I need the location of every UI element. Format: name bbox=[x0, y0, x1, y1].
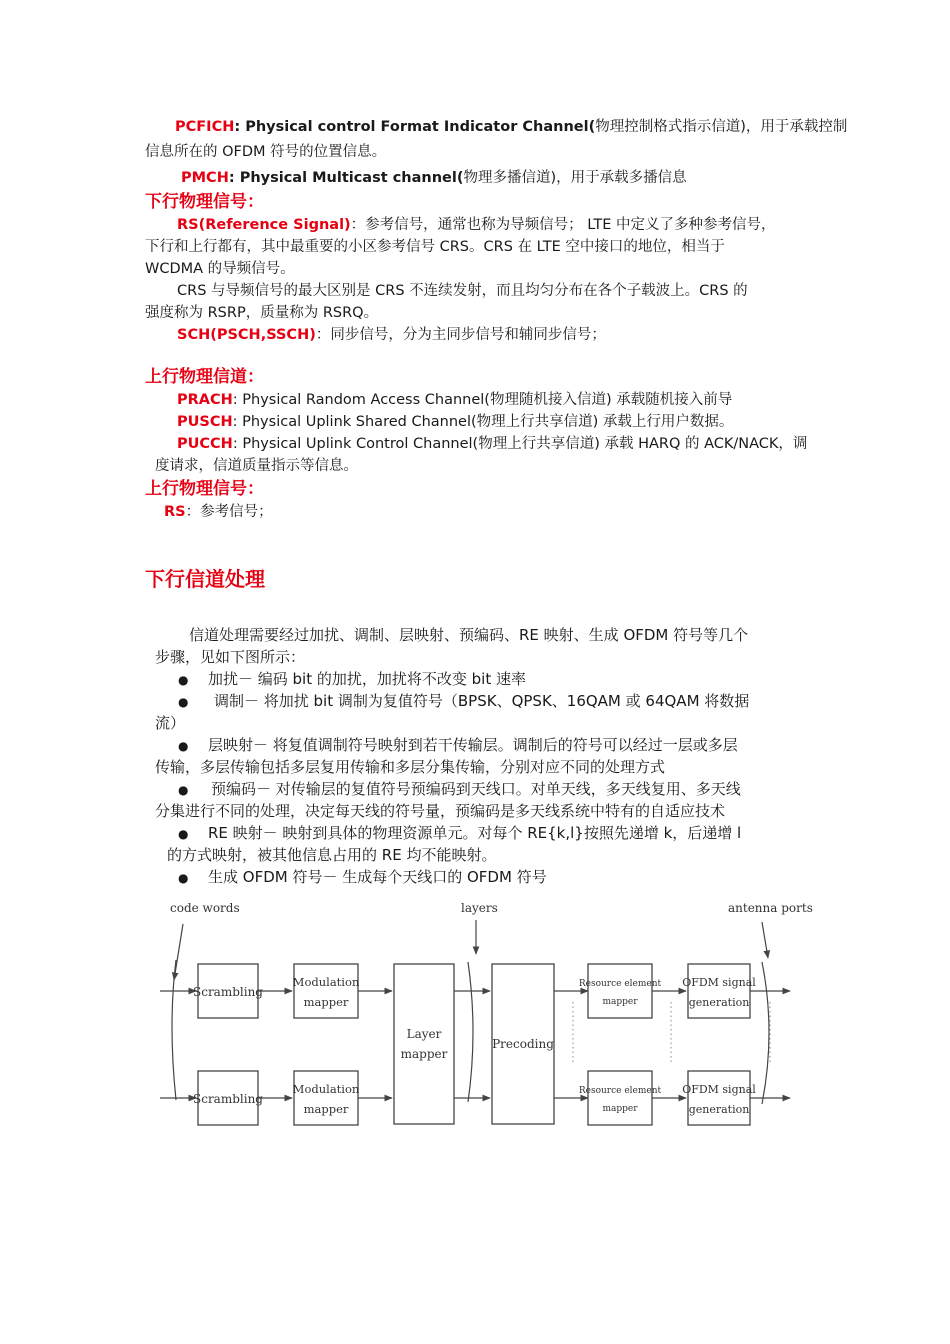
downlink-signals-heading: 下行物理信号： bbox=[145, 192, 264, 212]
bullet-icon: ● bbox=[178, 783, 189, 797]
layer-mapper-label-a: Layer bbox=[406, 1027, 442, 1041]
bullet-precoding bbox=[178, 778, 741, 801]
antenna-ports-label: antenna ports bbox=[728, 901, 813, 915]
bullet-precoding-cont: 分集进行不同的处理，决定每天线的符号量，预编码是多天线系统中特有的自适应技术 bbox=[155, 802, 726, 820]
ofdm-block-2 bbox=[682, 1071, 756, 1125]
ofdm-block-1 bbox=[682, 964, 756, 1018]
bullet-text: 层映射－ 将复值调制符号映射到若干传输层。调制后的符号可以经过一层或多层 bbox=[208, 736, 738, 754]
scrambling-block-1 bbox=[193, 964, 263, 1018]
resource-element-block-2 bbox=[579, 1071, 662, 1125]
layer-mapper-block bbox=[394, 964, 454, 1124]
pucch-cont: 度请求，信道质量指示等信息。 bbox=[155, 458, 358, 474]
bullet-ofdm bbox=[178, 866, 547, 889]
pmch-name: : Physical Multicast channel( bbox=[228, 170, 464, 186]
ul-rs-abbr: RS bbox=[164, 504, 186, 520]
intro-line2: 步骤，见如下图所示： bbox=[155, 648, 306, 666]
uplink-signals-heading: 上行物理信号： bbox=[145, 479, 264, 499]
layers-label: layers bbox=[461, 901, 498, 915]
bullet-text: RE 映射－ 映射到具体的物理资源单元。对每个 RE{k,l}按照先递增 k，后递增 l bbox=[208, 824, 742, 842]
scrambling-label-2: Scrambling bbox=[193, 1092, 263, 1106]
bullet-layer-mapping-cont: 传输，多层传输包括多层复用传输和多层分集传输，分别对应不同的处理方式 bbox=[155, 758, 666, 776]
pcfich-abbr: PCFICH bbox=[175, 119, 235, 135]
intro-line1: 信道处理需要经过加扰、调制、层映射、预编码、RE 映射、生成 OFDM 符号等几个 bbox=[189, 626, 749, 644]
ul-rs-desc: ：参考信号； bbox=[185, 504, 273, 520]
code-words-label: code words bbox=[170, 901, 240, 915]
bullet-re-mapping-cont: 的方式映射，被其他信息占用的 RE 均不能映射。 bbox=[167, 846, 497, 864]
prach-desc: : Physical Random Access Channel(物理随机接入信道) 承载随机接入前导 bbox=[232, 392, 733, 408]
precoding-block bbox=[492, 964, 554, 1124]
bullet-icon: ● bbox=[178, 871, 189, 885]
pmch-desc: 物理多播信道)，用于承载多播信息 bbox=[463, 170, 687, 186]
bullet-text: 调制－ 将加扰 bit 调制为复值符号（BPSK、QPSK、16QAM 或 64QAM 将数据 bbox=[214, 692, 750, 710]
bullet-text: 预编码－ 对传输层的复值符号预编码到天线口。对单天线，多天线复用、多天线 bbox=[211, 780, 741, 798]
rs-line3: WCDMA 的导频信号。 bbox=[145, 261, 295, 277]
pucch-line bbox=[177, 433, 807, 455]
antenna-ports-pointer bbox=[762, 922, 769, 1104]
modulation-block-1 bbox=[293, 964, 360, 1018]
rs-line2: 下行和上行都有，其中最重要的小区参考信号 CRS。CRS 在 LTE 空中接口的地位，相当于 bbox=[145, 239, 725, 255]
re-label-2b: mapper bbox=[602, 1104, 638, 1114]
bullet-icon: ● bbox=[178, 827, 189, 841]
rs-abbr: RS(Reference Signal) bbox=[177, 217, 351, 233]
ofdm-label-1b: generation bbox=[688, 996, 750, 1009]
re-label-1b: mapper bbox=[602, 997, 638, 1007]
pmch-line bbox=[181, 167, 687, 189]
modulation-block-2 bbox=[293, 1071, 360, 1125]
pcfich-desc: 物理控制格式指示信道)，用于承载控制 bbox=[595, 119, 848, 135]
modulation-label-1a: Modulation bbox=[292, 975, 360, 989]
code-words-pointer bbox=[172, 924, 183, 1100]
sch-line bbox=[177, 324, 606, 346]
pusch-abbr: PUSCH bbox=[177, 414, 233, 430]
bullet-icon: ● bbox=[178, 673, 189, 687]
scrambling-label-1: Scrambling bbox=[193, 985, 263, 999]
bullet-icon: ● bbox=[178, 739, 189, 753]
pcfich-name: : Physical control Format Indicator Channel( bbox=[234, 119, 596, 135]
re-label-1a: Resource element bbox=[578, 979, 662, 989]
bullet-modulation bbox=[178, 690, 749, 713]
layer-mapper-label-b: mapper bbox=[400, 1047, 448, 1061]
bullet-layer-mapping bbox=[178, 734, 738, 757]
pcfich-cont: 信息所在的 OFDM 符号的位置信息。 bbox=[145, 144, 387, 160]
re-label-2a: Resource element bbox=[578, 1086, 662, 1096]
pusch-desc: : Physical Uplink Shared Channel(物理上行共享信道) 承载上行用户数据。 bbox=[232, 414, 734, 430]
bullet-re-mapping bbox=[178, 822, 741, 845]
pucch-desc: : Physical Uplink Control Channel(物理上行共享信道) 承载 HARQ 的 ACK/NACK，调 bbox=[232, 436, 808, 452]
modulation-label-2a: Modulation bbox=[292, 1082, 360, 1096]
pucch-abbr: PUCCH bbox=[177, 436, 233, 452]
sch-abbr: SCH(PSCH,SSCH) bbox=[177, 327, 316, 343]
rs-desc: ：参考信号，通常也称为导频信号； LTE 中定义了多种参考信号， bbox=[350, 217, 776, 233]
bullet-text: 加扰－ 编码 bit 的加扰，加扰将不改变 bit 速率 bbox=[208, 670, 526, 688]
ul-rs-line bbox=[164, 501, 273, 523]
resource-element-block-1 bbox=[579, 964, 662, 1018]
processing-heading: 下行信道处理 bbox=[145, 567, 265, 591]
crs-line2: 强度称为 RSRP，质量称为 RSRQ。 bbox=[145, 305, 379, 321]
scrambling-block-2 bbox=[193, 1071, 263, 1125]
pcfich-line bbox=[175, 116, 847, 138]
ofdm-label-2a: OFDM signal bbox=[682, 1083, 756, 1096]
modulation-label-1b: mapper bbox=[303, 995, 349, 1009]
channel-processing-diagram bbox=[158, 892, 813, 1142]
bullet-icon: ● bbox=[178, 695, 189, 709]
modulation-label-2b: mapper bbox=[303, 1102, 349, 1116]
precoding-label: Precoding bbox=[492, 1037, 554, 1051]
ofdm-label-2b: generation bbox=[688, 1103, 750, 1116]
bullet-scrambling bbox=[178, 668, 526, 691]
bullet-text: 生成 OFDM 符号－ 生成每个天线口的 OFDM 符号 bbox=[208, 868, 547, 886]
layers-pointer bbox=[468, 920, 476, 1102]
uplink-channels-heading: 上行物理信道： bbox=[145, 367, 264, 387]
sch-desc: ：同步信号，分为主同步信号和辅同步信号； bbox=[315, 327, 606, 343]
prach-line bbox=[177, 389, 732, 411]
crs-line1: CRS 与导频信号的最大区别是 CRS 不连续发射，而且均匀分布在各个子载波上。CRS 的 bbox=[177, 283, 748, 299]
prach-abbr: PRACH bbox=[177, 392, 233, 408]
rs-line1 bbox=[177, 214, 776, 236]
ofdm-label-1a: OFDM signal bbox=[682, 976, 756, 989]
pmch-abbr: PMCH bbox=[181, 170, 229, 186]
pusch-line bbox=[177, 411, 733, 433]
bullet-modulation-cont: 流） bbox=[155, 714, 186, 732]
